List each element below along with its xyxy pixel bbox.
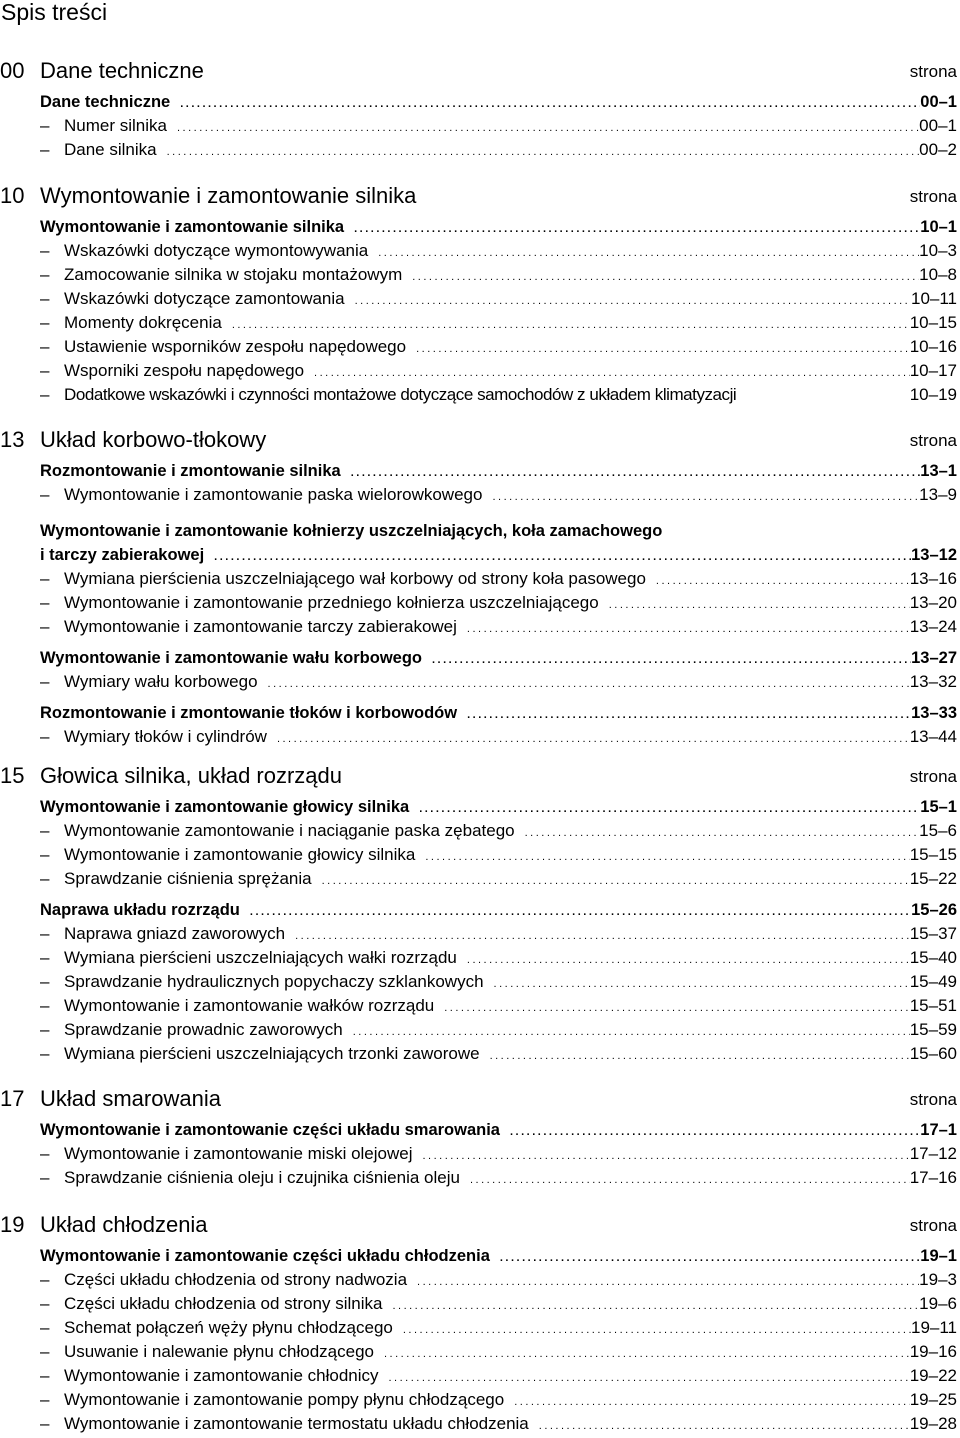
- dash-bullet: –: [40, 1168, 50, 1187]
- page-number: 15–59: [909, 1020, 957, 1039]
- toc-entry-main[interactable]: [40, 215, 957, 239]
- dot-leader: [344, 217, 920, 241]
- page-number: 19–6: [919, 1294, 957, 1313]
- toc-entry-label: Naprawa układu rozrządu: [40, 901, 240, 919]
- dash-bullet: –: [40, 1294, 50, 1313]
- toc-entry[interactable]: [40, 287, 957, 311]
- dash-bullet: –: [40, 1020, 50, 1039]
- page-number: 19–1: [920, 1247, 957, 1265]
- chapter-heading: [0, 1084, 960, 1114]
- toc-entry-label: Części układu chłodzenia od strony silnika: [64, 1294, 383, 1313]
- dot-leader: [402, 265, 919, 289]
- dot-leader: [312, 869, 910, 893]
- dot-leader: [393, 1318, 911, 1342]
- toc-entry[interactable]: [40, 138, 957, 162]
- dot-leader: [240, 900, 911, 924]
- dot-leader: [341, 461, 921, 485]
- dash-bullet: –: [40, 617, 50, 636]
- page-number: 00–2: [919, 140, 957, 159]
- toc-entry-label: Sprawdzanie ciśnienia sprężania: [64, 869, 312, 888]
- page-column-label: strona: [909, 431, 957, 450]
- chapter-number: 19: [0, 1212, 25, 1237]
- dash-bullet: –: [40, 1390, 50, 1409]
- chapter-heading: [0, 181, 960, 211]
- page-number: 15–6: [919, 821, 957, 840]
- toc-entry-label: Wymiary tłoków i cylindrów: [64, 727, 267, 746]
- toc-entry-label: Wymontowanie i zamontowanie głowicy silnika: [40, 798, 410, 816]
- page-number: 19–25: [909, 1390, 957, 1409]
- dot-leader: [204, 545, 911, 569]
- dash-bullet: –: [40, 845, 50, 864]
- dot-leader: [457, 617, 910, 641]
- toc-entry-label: Wsporniki zespołu napędowego: [64, 361, 305, 380]
- dot-leader: [170, 92, 920, 116]
- dot-leader: [304, 361, 910, 385]
- page-number: 10–8: [919, 265, 957, 284]
- toc-entry[interactable]: [40, 670, 957, 694]
- page-number: 13–12: [911, 546, 957, 564]
- toc-entry-label: Naprawa gniazd zaworowych: [64, 924, 286, 943]
- toc-entry[interactable]: [40, 239, 957, 263]
- dash-bullet: –: [40, 1366, 50, 1385]
- page-number: 10–3: [919, 241, 957, 260]
- page-number: 15–49: [909, 972, 957, 991]
- toc-entry-main[interactable]: [40, 1118, 957, 1142]
- toc-entry-label: Rozmontowanie i zmontowanie tłoków i korbowodów: [40, 704, 458, 722]
- dash-bullet: –: [40, 1414, 50, 1433]
- toc-entry-main[interactable]: [40, 646, 957, 670]
- toc-entry[interactable]: [40, 725, 957, 749]
- page-number: 13–33: [911, 704, 957, 722]
- toc-entry-main[interactable]: [40, 898, 957, 922]
- toc-entry-main[interactable]: [40, 543, 957, 567]
- toc-entry[interactable]: [40, 946, 957, 970]
- dot-leader: [267, 727, 910, 751]
- dot-leader: [368, 241, 919, 265]
- toc-entry-label: Wymiana pierścieni uszczelniających wałki rozrządu: [64, 948, 457, 967]
- dot-leader: [434, 996, 909, 1020]
- toc-entry-label: Wymontowanie i zamontowanie tarczy zabierakowej: [64, 617, 457, 636]
- dot-leader: [343, 1020, 910, 1044]
- toc-entry-label: Wymontowanie i zamontowanie pompy płynu chłodzącego: [64, 1390, 505, 1409]
- page-column-label: strona: [909, 187, 957, 206]
- toc-entry[interactable]: [40, 922, 957, 946]
- toc-entry[interactable]: [40, 1268, 957, 1292]
- dot-leader: [480, 1044, 910, 1068]
- dot-leader: [529, 1414, 910, 1438]
- toc-entry-label: Sprawdzanie prowadnic zaworowych: [64, 1020, 343, 1039]
- toc-entry[interactable]: [40, 970, 957, 994]
- toc-entry[interactable]: [40, 1292, 957, 1316]
- dash-bullet: –: [40, 265, 50, 284]
- toc-entry-main-line1[interactable]: Wymontowanie i zamontowanie kołnierzy uszczelniających, koła zamachowego: [40, 522, 663, 540]
- dot-leader: [409, 797, 920, 821]
- dot-leader: [415, 845, 909, 869]
- toc-entry[interactable]: [40, 263, 957, 287]
- page-title: Spis treści: [1, 0, 108, 25]
- toc-entry-label: Dane silnika: [64, 140, 157, 159]
- page-number: 15–26: [911, 901, 957, 919]
- toc-entry[interactable]: [40, 1018, 957, 1042]
- toc-entry-label: i tarczy zabierakowej: [40, 546, 205, 564]
- dash-bullet: –: [40, 948, 50, 967]
- dash-bullet: –: [40, 1144, 50, 1163]
- toc-entry-main[interactable]: [40, 1244, 957, 1268]
- page-number: 13–9: [919, 485, 957, 504]
- page-number: 19–28: [909, 1414, 957, 1433]
- dot-leader: [484, 972, 910, 996]
- dot-leader: [258, 672, 910, 696]
- dot-leader: [345, 289, 911, 313]
- chapter-title: Układ chłodzenia: [40, 1212, 208, 1237]
- dash-bullet: –: [40, 672, 50, 691]
- page-number: 19–16: [909, 1342, 957, 1361]
- toc-entry-label: Wymiary wału korbowego: [64, 672, 258, 691]
- dot-leader: [407, 1270, 919, 1294]
- chapter-heading: [0, 1210, 960, 1240]
- dot-leader: [482, 485, 919, 509]
- toc-entry-label: Rozmontowanie i zmontowanie silnika: [40, 462, 341, 480]
- toc-entry[interactable]: [40, 383, 957, 407]
- dot-leader: [422, 648, 911, 672]
- page-number: 13–24: [909, 617, 957, 636]
- toc-entry[interactable]: [40, 483, 957, 507]
- toc-entry[interactable]: [40, 867, 957, 891]
- page-number: 10–16: [909, 337, 957, 356]
- toc-entry-label: Usuwanie i nalewanie płynu chłodzącego: [64, 1342, 374, 1361]
- dash-bullet: –: [40, 821, 50, 840]
- toc-entry-label: Wymontowanie i zamontowanie wału korbowego: [40, 649, 422, 667]
- dot-leader: [457, 703, 911, 727]
- chapter-title: Głowica silnika, układ rozrządu: [40, 763, 343, 788]
- chapter-number: 13: [0, 427, 25, 452]
- dash-bullet: –: [40, 1270, 50, 1289]
- toc-entry-label: Wymontowanie i zamontowanie części układu chłodzenia: [40, 1247, 490, 1265]
- page-number: 17–12: [909, 1144, 957, 1163]
- dot-leader: [599, 593, 910, 617]
- chapter-number: 17: [0, 1086, 25, 1111]
- toc-entry-label: Wymontowanie i zamontowanie chłodnicy: [64, 1366, 379, 1385]
- dash-bullet: –: [40, 485, 50, 504]
- toc-entry-label: Dane techniczne: [40, 93, 171, 111]
- page-number: 15–51: [909, 996, 957, 1015]
- dash-bullet: –: [40, 924, 50, 943]
- page-number: 10–17: [909, 361, 957, 380]
- page-number: 10–1: [920, 218, 957, 236]
- dash-bullet: –: [40, 996, 50, 1015]
- toc-entry[interactable]: [40, 114, 957, 138]
- toc-entry[interactable]: [40, 1166, 957, 1190]
- dash-bullet: –: [40, 569, 50, 588]
- toc-entry[interactable]: [40, 1042, 957, 1066]
- page-number: 13–1: [920, 462, 957, 480]
- chapter-title: Układ smarowania: [40, 1086, 221, 1111]
- toc-entry-label: Wymontowanie i zamontowanie przedniego kołnierza uszczelniającego: [64, 593, 599, 612]
- toc-entry-label: Części układu chłodzenia od strony nadwozia: [64, 1270, 408, 1289]
- dot-leader: [374, 1342, 910, 1366]
- dash-bullet: –: [40, 1044, 50, 1063]
- page-number: 00–1: [920, 93, 957, 111]
- toc-entry-label: Numer silnika: [64, 116, 167, 135]
- page-number: 17–16: [909, 1168, 957, 1187]
- dot-leader: [500, 1120, 920, 1144]
- toc-entry[interactable]: [40, 615, 957, 639]
- chapter-number: 00: [0, 58, 25, 83]
- page-number: 10–11: [910, 289, 957, 308]
- toc-entry[interactable]: [40, 591, 957, 615]
- page-number: 13–44: [909, 727, 957, 746]
- dot-leader: [382, 1294, 919, 1318]
- page-number: 15–60: [909, 1044, 957, 1063]
- toc-entry-label: Dodatkowe wskazówki i czynności montażowe dotyczące samochodów z układem klimatyzacji: [64, 385, 737, 404]
- chapter-number: 10: [0, 183, 25, 208]
- dot-leader: [490, 1246, 920, 1270]
- page-number: 15–1: [920, 798, 957, 816]
- toc-entry[interactable]: [40, 359, 957, 383]
- toc-entry-label: Wymontowanie i zamontowanie paska wielorowkowego: [64, 485, 483, 504]
- toc-entry[interactable]: [40, 567, 957, 591]
- dash-bullet: –: [40, 361, 50, 380]
- chapter-title: Dane techniczne: [40, 58, 204, 83]
- page-number: 15–22: [909, 869, 957, 888]
- dot-leader: [157, 140, 920, 164]
- dash-bullet: –: [40, 869, 50, 888]
- dash-bullet: –: [40, 337, 50, 356]
- toc-entry-main[interactable]: [40, 795, 957, 819]
- page-column-label: strona: [909, 1216, 957, 1235]
- toc-entry[interactable]: [40, 335, 957, 359]
- dash-bullet: –: [40, 140, 50, 159]
- dash-bullet: –: [40, 972, 50, 991]
- toc-entry-label: Schemat połączeń węży płynu chłodzącego: [64, 1318, 393, 1337]
- toc-entry[interactable]: [40, 311, 957, 335]
- dash-bullet: –: [40, 241, 50, 260]
- page-column-label: strona: [909, 62, 957, 81]
- toc-entry[interactable]: [40, 1388, 957, 1412]
- page-number: 10–19: [909, 385, 957, 404]
- toc-entry-label: Wskazówki dotyczące wymontowywania: [64, 241, 369, 260]
- dash-bullet: –: [40, 116, 50, 135]
- page-number: 00–1: [919, 116, 957, 135]
- dash-bullet: –: [40, 593, 50, 612]
- page-number: 15–15: [909, 845, 957, 864]
- dot-leader: [457, 948, 910, 972]
- toc-entry-label: Wymontowanie zamontowanie i naciąganie paska zębatego: [64, 821, 515, 840]
- dash-bullet: –: [40, 289, 50, 308]
- dot-leader: [379, 1366, 910, 1390]
- chapter-heading: [0, 761, 960, 791]
- toc-entry[interactable]: [40, 1340, 957, 1364]
- page-number: 17–1: [920, 1121, 957, 1139]
- toc-entry-label: Wymontowanie i zamontowanie termostatu układu chłodzenia: [64, 1414, 529, 1433]
- toc-entry-main[interactable]: [40, 90, 957, 114]
- page-number: 13–27: [911, 649, 957, 667]
- page-number: 19–22: [909, 1366, 957, 1385]
- page-number: 15–40: [909, 948, 957, 967]
- toc-entry-label: Wskazówki dotyczące zamontowania: [64, 289, 345, 308]
- dot-leader: [167, 116, 919, 140]
- page-number: 10–15: [909, 313, 957, 332]
- toc-entry[interactable]: [40, 1142, 957, 1166]
- page-number: 15–37: [909, 924, 957, 943]
- toc-entry-label: Wymiana pierścienia uszczelniającego wał korbowy od strony koła pasowego: [64, 569, 646, 588]
- page-number: 19–3: [919, 1270, 957, 1289]
- toc-entry-main[interactable]: [40, 459, 957, 483]
- dot-leader: [406, 337, 910, 361]
- toc-entry-label: Wymiana pierścieni uszczelniających trzonki zaworowe: [64, 1044, 480, 1063]
- dash-bullet: –: [40, 313, 50, 332]
- page-number: 13–20: [909, 593, 957, 612]
- page-column-label: strona: [909, 1090, 957, 1109]
- toc-entry[interactable]: [40, 1412, 957, 1436]
- toc-entry-label: Wymontowanie i zamontowanie części układu smarowania: [40, 1121, 500, 1139]
- page-number: 13–16: [909, 569, 957, 588]
- toc-entry-label: Wymontowanie i zamontowanie wałków rozrządu: [64, 996, 435, 1015]
- toc-entry-label: Sprawdzanie ciśnienia oleju i czujnika ciśnienia oleju: [64, 1168, 460, 1187]
- chapter-title: Układ korbowo-tłokowy: [40, 427, 267, 452]
- toc-entry-label: Wymontowanie i zamontowanie głowicy silnika: [64, 845, 416, 864]
- toc-entry-label: Momenty dokręcenia: [64, 313, 222, 332]
- dot-leader: [646, 569, 910, 593]
- chapter-number: 15: [0, 763, 25, 788]
- dot-leader: [413, 1144, 910, 1168]
- page-number: 19–11: [910, 1318, 957, 1337]
- toc-entry[interactable]: [40, 1364, 957, 1388]
- dash-bullet: –: [40, 1318, 50, 1337]
- toc-entry-label: Sprawdzanie hydraulicznych popychaczy szklankowych: [64, 972, 484, 991]
- toc-entry-main[interactable]: [40, 701, 957, 725]
- dash-bullet: –: [40, 727, 50, 746]
- dot-leader: [285, 924, 910, 948]
- toc-entry-label: Ustawienie wsporników zespołu napędowego: [64, 337, 407, 356]
- dash-bullet: –: [40, 1342, 50, 1361]
- toc-entry[interactable]: [40, 819, 957, 843]
- chapter-title: Wymontowanie i zamontowanie silnika: [40, 183, 417, 208]
- toc-entry[interactable]: [40, 843, 957, 867]
- chapter-heading: [0, 56, 960, 86]
- toc-entry[interactable]: [40, 994, 957, 1018]
- toc-entry-label: Zamocowanie silnika w stojaku montażowym: [64, 265, 403, 284]
- page-number: 13–32: [909, 672, 957, 691]
- toc-entry-label: Wymontowanie i zamontowanie miski olejowej: [64, 1144, 413, 1163]
- page-column-label: strona: [909, 767, 957, 786]
- dot-leader: [504, 1390, 910, 1414]
- dot-leader: [222, 313, 910, 337]
- toc-entry-label: Wymontowanie i zamontowanie silnika: [40, 218, 345, 236]
- chapter-heading: [0, 425, 960, 455]
- toc-entry[interactable]: [40, 1316, 957, 1340]
- dot-leader: [460, 1168, 910, 1192]
- dot-leader: [515, 821, 920, 845]
- dash-bullet: –: [40, 385, 50, 404]
